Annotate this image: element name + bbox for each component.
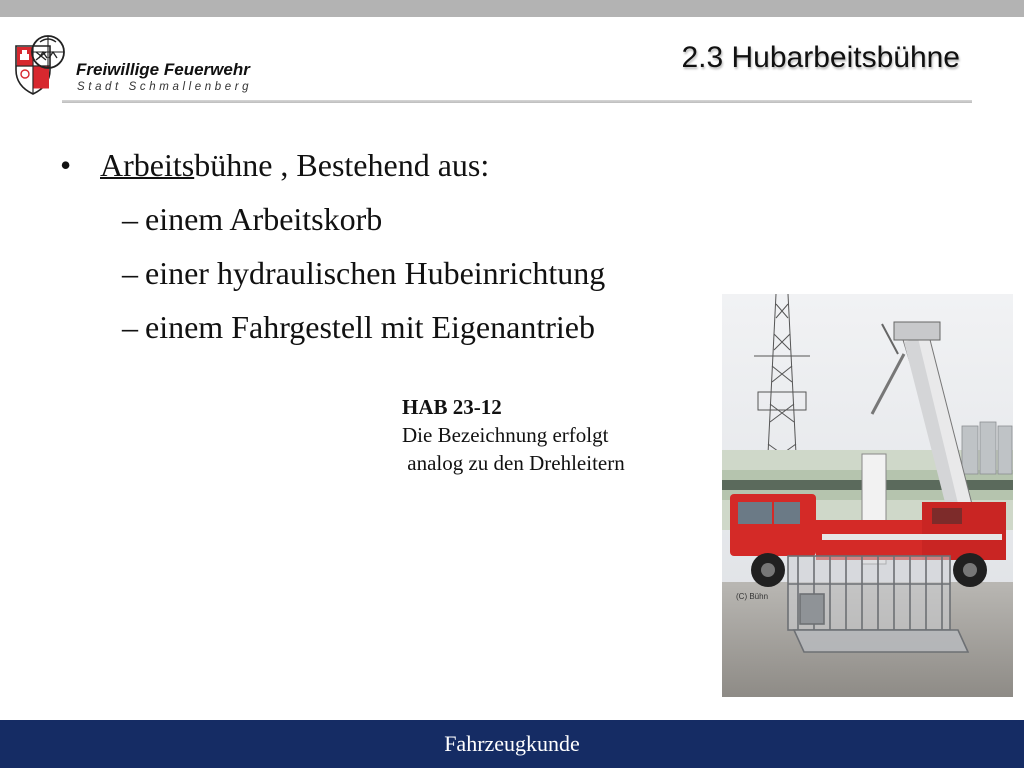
header-divider <box>62 100 972 103</box>
note-line: Die Bezeichnung erfolgt <box>402 423 609 447</box>
sub-item-text: einem Arbeitskorb <box>145 201 383 237</box>
vehicle-note <box>402 393 625 477</box>
top-strip <box>0 0 1024 17</box>
footer-bar <box>0 720 1024 768</box>
note-line: analog zu den Drehleitern <box>402 451 625 475</box>
bullet-marker: • <box>60 147 72 183</box>
dash-marker: – <box>122 309 138 345</box>
note-title: HAB 23-12 <box>402 395 502 419</box>
footer-text: Fahrzeugkunde <box>444 731 580 756</box>
sub-item-text: einer hydraulischen Hubeinrichtung <box>145 255 606 291</box>
slide-title: 2.3 Hubarbeitsbühne <box>681 41 960 74</box>
sub-item-arbeitskorb <box>122 192 605 246</box>
dash-marker: – <box>122 201 138 237</box>
organization-name: Freiwillige Feuerwehr <box>76 60 250 79</box>
work-basket <box>788 556 968 652</box>
bullet-underlined-word: Arbeits <box>100 147 195 183</box>
bullet-item <box>60 138 605 354</box>
fire-brigade-logo <box>10 30 253 100</box>
sub-item-text: einem Fahrgestell mit Eigenantrieb <box>145 309 595 345</box>
organization-city: Stadt Schmallenberg <box>77 81 253 93</box>
sub-item-fahrgestell <box>122 300 605 354</box>
aerial-platform-truck-photo <box>722 294 1013 697</box>
bullet-list <box>60 138 605 354</box>
photo-watermark: (C) Bühn <box>736 592 769 601</box>
sub-item-hubeinrichtung <box>122 246 605 300</box>
bullet-text: bühne , Bestehend aus: <box>194 147 490 183</box>
dash-marker: – <box>122 255 138 291</box>
sub-list <box>60 192 605 354</box>
coat-of-arms-icon <box>10 30 72 98</box>
silos <box>962 422 1012 474</box>
